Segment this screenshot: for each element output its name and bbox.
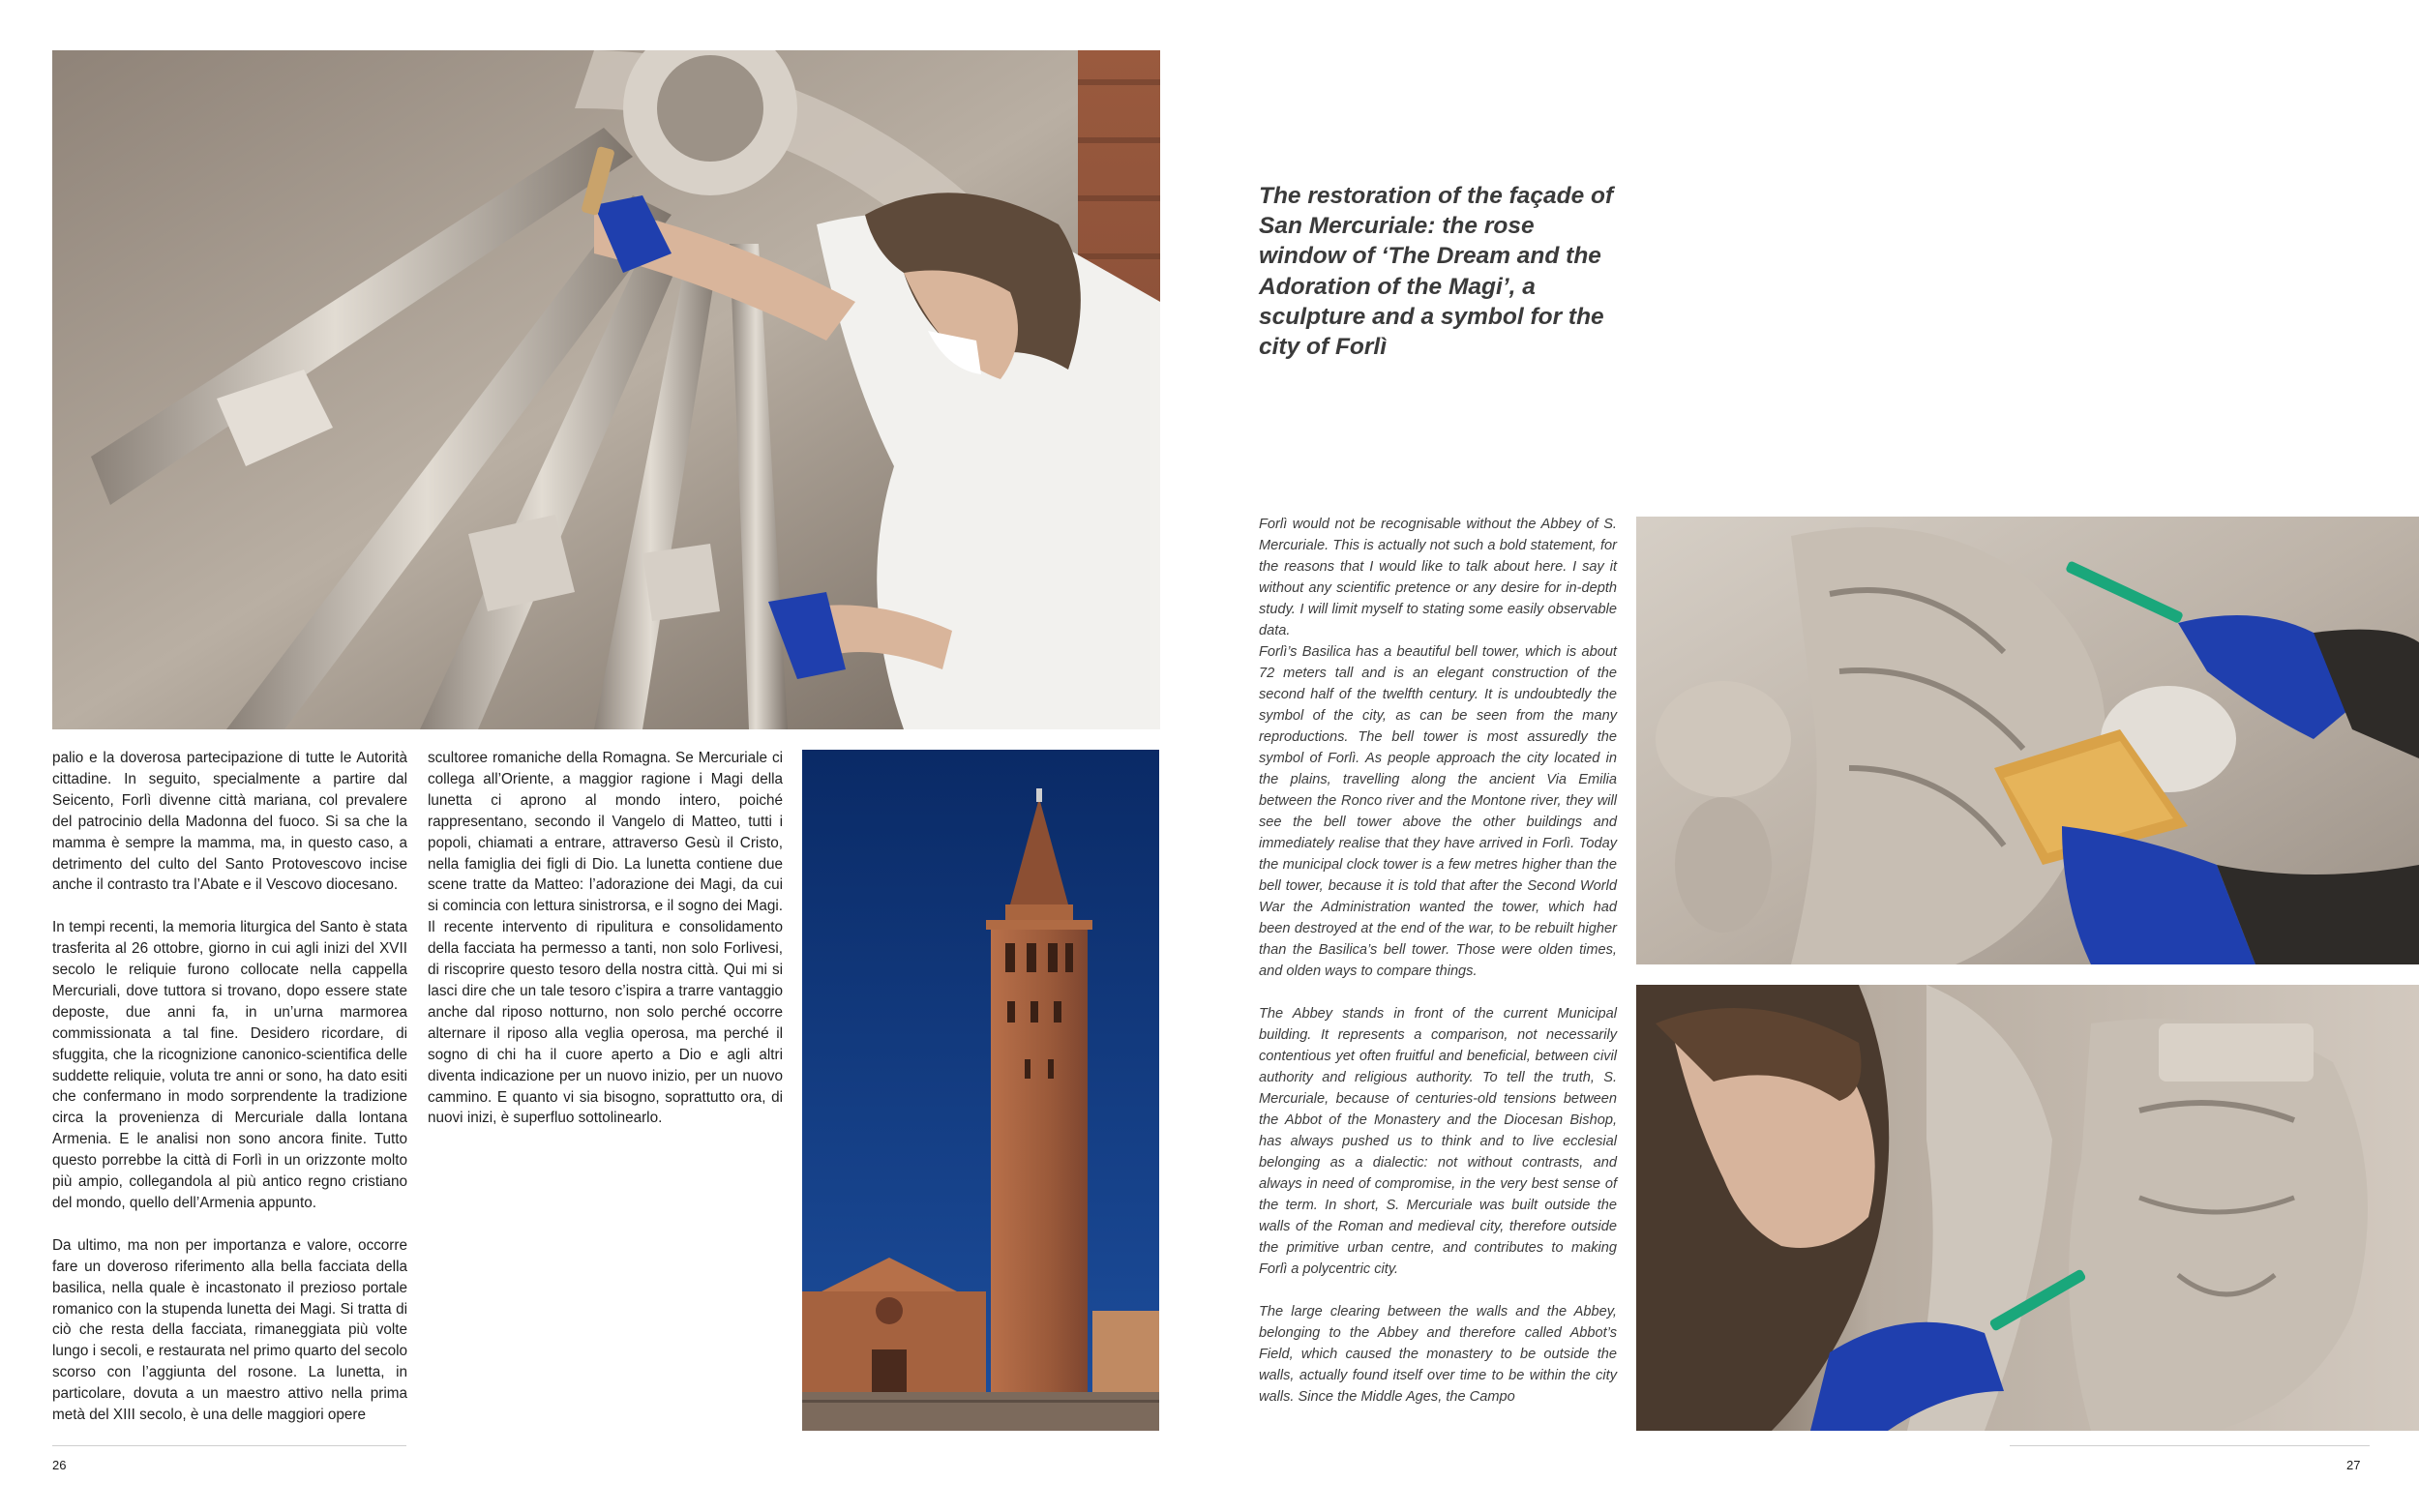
- page-number-left: 26: [52, 1458, 67, 1472]
- paragraph: palio e la doverosa partecipazione di tutte le Autorità cittadine. In seguito, specialmente a partire dal Seicento, Forlì divenne città mariana, col prevalere del patrocinio della Madonna del fuoco. Si sa che la mamma è sempre la mamma, ma, in questo caso, a detrimento del culto del Santo Protovescovo incise anche il contrasto tra l’Abate e il Vescovo diocesano.: [52, 750, 407, 894]
- article-headline: The restoration of the façade of San Mercuriale: the rose window of ‘The Dream and the Adoration of the Magi’, a sculpture and a symbol for the city of Forlì: [1259, 183, 1614, 361]
- paragraph: The large clearing between the walls and the Abbey, belonging to the Abbey and therefore called Abbot’s Field, which caused the monastery to be outside the walls, actually found itself over time to be within the city walls. Since the Middle Ages, the Campo: [1259, 1304, 1617, 1405]
- paragraph: Da ultimo, ma non per importanza e valore, occorre fare un doveroso riferimento alla bella facciata della basilica, nella quale è incastonato il prezioso portale romanico con la stupenda lunetta dei Magi. Si tratta di ciò che resta della facciata, rimaneggiata più volte lungo i secoli, e restaurata nel primo quarto del secolo scorso con l’aggiunta del rosone. La lunetta, in particolare, dovuta a un maestro attivo nella prima metà del XIII secolo, è una delle maggiori opere: [52, 1236, 407, 1424]
- page-number-right: 27: [2346, 1458, 2361, 1472]
- photo-bell-tower: [802, 750, 1159, 1431]
- italian-text-column-2: [428, 748, 783, 1129]
- paragraph: Forlì’s Basilica has a beautiful bell tower, which is about 72 meters tall and is an elegant construction of the second half of the twelfth century. It is undoubtedly the symbol of the city, as can be seen from the many reproductions. The bell tower is most assuredly the symbol of Forlì. As people approach the city located in the plains, travelling along the ancient Via Emilia between the Ronco river and the Montone river, they will see the bell tower above the other buildings and immediately realise that they have arrived in Forlì. Today the municipal clock tower is a few metres higher than the bell tower, because it is told that after the Second World War the Administration wanted the tower, which had been destroyed at the end of the war, to be rebuilt higher than the Basilica’s bell tower. Those were olden times, and olden ways to compare things.: [1259, 644, 1617, 979]
- photo-rose-window-restoration: [52, 50, 1160, 729]
- photo-sponge-cleaning: [1636, 517, 2419, 964]
- photo-restorer-carving: [1636, 985, 2419, 1431]
- paragraph: scultoree romaniche della Romagna. Se Mercuriale ci collega all’Oriente, a maggior ragione i Magi della lunetta ci aprono al mondo intero, poiché rappresentano, secondo il Vangelo di Matteo, tutti i popoli, chiamati a entrare, attraverso Gesù il Cristo, nella famiglia dei figli di Dio. La lunetta contiene due scene tratte da Matteo: l’adorazione dei Magi, da cui si comincia con lettura sinistrorsa, e il sogno dei Magi. Il recente intervento di ripulitura e consolidamento della facciata ha permesso a tanti, non solo Forlivesi, di riscoprire questo tesoro della nostra città. Qui mi si lasci dire che un tale tesoro c’ispira a trarre vantaggio anche dal riposo notturno, non solo perché occorre alternare il riposo alla veglia operosa, ma perché il sogno di chi ha il cuore aperto a Dio e agli altri diventa indicazione per un nuovo inizio, per un nuovo cammino. E quanto vi sia bisogno, soprattutto ora, di nuovi inizi, è superfluo sottolinearlo.: [428, 750, 783, 1127]
- footer-rule-left: [52, 1445, 406, 1446]
- footer-rule-right: [2010, 1445, 2370, 1446]
- paragraph: In tempi recenti, la memoria liturgica del Santo è stata trasferita al 26 ottobre, giorno in cui agli inizi del XVII secolo le reliquie furono collocate nella cappella Mercuriali, dove tuttora si trovano, dopo essere state deposte, due anni fa, in un’urna marmorea commissionata a tal fine. Desidero ricordare, di sfuggita, che la ricognizione canonico-scientifica delle suddette reliquie, voluta tre anni or sono, ha dato esiti che confermano in modo sorprendente la tradizione circa la provenienza di Mercuriale dalla lontana Armenia. E le analisi non sono ancora finite. Tutto questo porrebbe la città di Forlì in un orizzonte molto più ampio, collegandola al più antico regno cristiano del mondo, quello dell’Armenia appunto.: [52, 919, 407, 1212]
- paragraph: The Abbey stands in front of the current Municipal building. It represents a comparison, not necessarily contentious yet often fruitful and beneficial, between civil authority and religious authority. To tell the truth, S. Mercuriale, because of centuries-old tensions between the Abbot of the Monastery and the Diocesan Bishop, has always pushed us to think and to live ecclesial belonging as a dialectic: not without contrasts, and always in need of compromise, in the very best sense of the term. In short, S. Mercuriale was built outside the walls of the Roman and medieval city, therefore outside the primitive urban centre, and contributes to making Forlì a polycentric city.: [1259, 1006, 1617, 1277]
- english-text-column: [1259, 514, 1617, 1408]
- paragraph: Forlì would not be recognisable without the Abbey of S. Mercuriale. This is actually not such a bold statement, for the reasons that I would like to talk about here. I say it without any scientific pretence or any desire for in-depth study. I will limit myself to stating some easily observable data.: [1259, 517, 1617, 638]
- italian-text-column-1: [52, 748, 407, 1426]
